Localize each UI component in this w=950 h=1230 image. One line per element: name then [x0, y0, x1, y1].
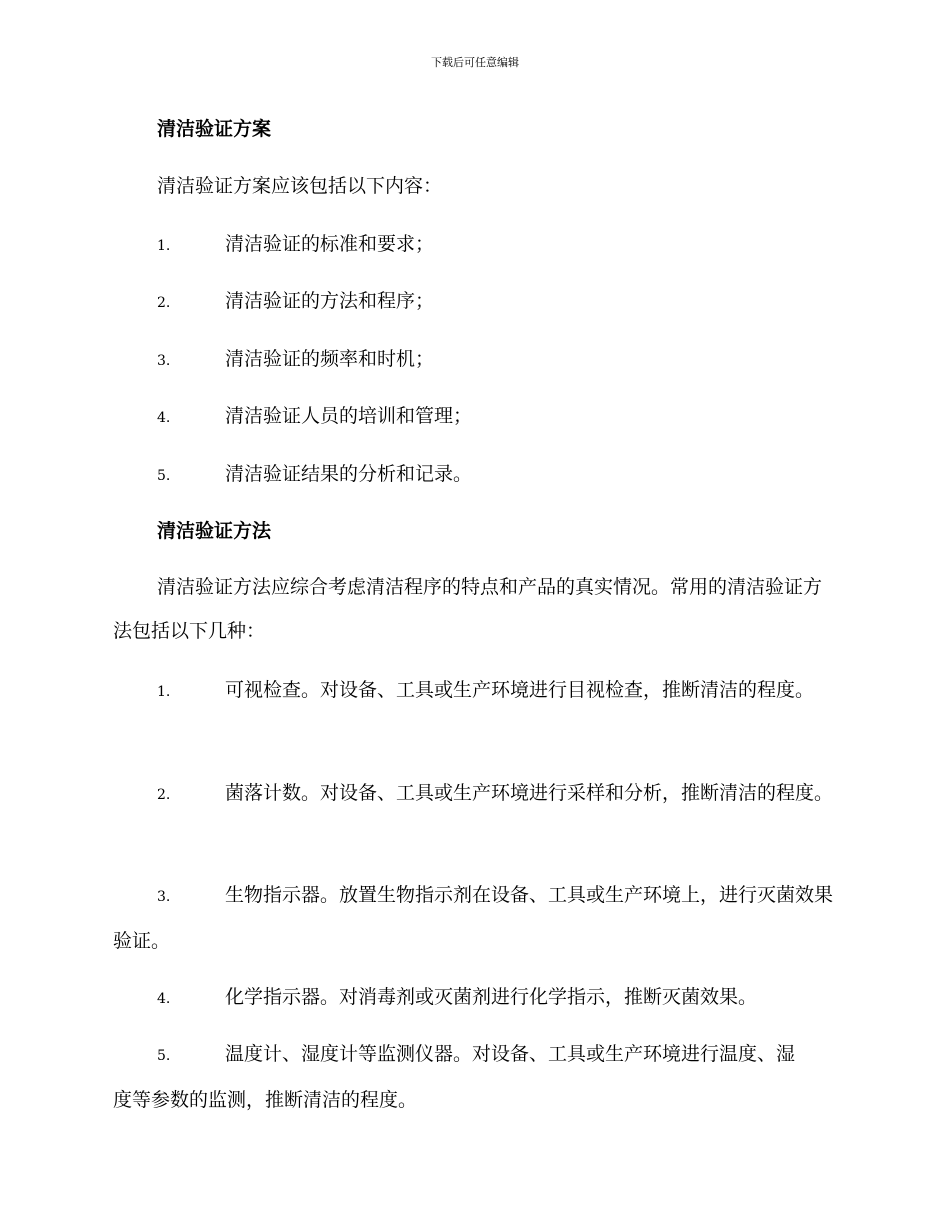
list-text: 清洁验证的频率和时机；	[225, 348, 435, 370]
section-title-cleaning-validation-plan: 清洁验证方案	[157, 118, 272, 140]
section-intro: 清洁验证方案应该包括以下内容：	[157, 175, 443, 197]
list-text: 菌落计数。对设备、工具或生产环境进行采样和分析，推断清洁的程度。	[225, 782, 834, 804]
section-title-cleaning-validation-methods: 清洁验证方法	[157, 520, 272, 542]
list-number: 5.	[157, 468, 171, 484]
list-text: 清洁验证人员的培训和管理；	[225, 405, 473, 427]
list-item	[157, 231, 837, 259]
list-text: 化学指示器。对消毒剂或灭菌剂进行化学指示，推断灭菌效果。	[225, 986, 758, 1008]
list-item	[113, 975, 838, 1021]
list-item	[113, 668, 838, 714]
list-item	[157, 288, 837, 316]
list-item	[157, 346, 837, 374]
section-intro: 清洁验证方法应综合考虑清洁程序的特点和产品的真实情况。常用的清洁验证方法包括以下几种：	[113, 576, 823, 642]
list-number: 2.	[157, 787, 171, 803]
list-item	[113, 771, 838, 817]
list-number: 3.	[157, 353, 171, 369]
list-text: 清洁验证的标准和要求；	[225, 233, 435, 255]
list-number: 2.	[157, 295, 171, 311]
list-text: 可视检查。对设备、工具或生产环境进行目视检查，推断清洁的程度。	[225, 679, 815, 701]
list-item	[157, 461, 837, 489]
list-text: 生物指示器。放置生物指示剂在设备、工具或生产环境上，进行灭菌效果验证。	[113, 884, 834, 952]
list-number: 4.	[157, 991, 171, 1007]
list-number: 3.	[157, 889, 171, 905]
list-text: 清洁验证的方法和程序；	[225, 290, 435, 312]
list-number: 1.	[157, 238, 171, 254]
list-text: 清洁验证结果的分析和记录。	[225, 463, 473, 485]
list-number: 5.	[157, 1048, 171, 1064]
list-number: 4.	[157, 410, 171, 426]
list-number: 1.	[157, 684, 171, 700]
list-item	[157, 403, 837, 431]
list-item	[113, 1032, 813, 1122]
list-item	[113, 873, 838, 963]
list-text: 温度计、湿度计等监测仪器。对设备、工具或生产环境进行温度、湿度等参数的监测，推断清洁的程度。	[113, 1043, 796, 1111]
header-note: 下载后可任意编辑	[431, 56, 519, 69]
